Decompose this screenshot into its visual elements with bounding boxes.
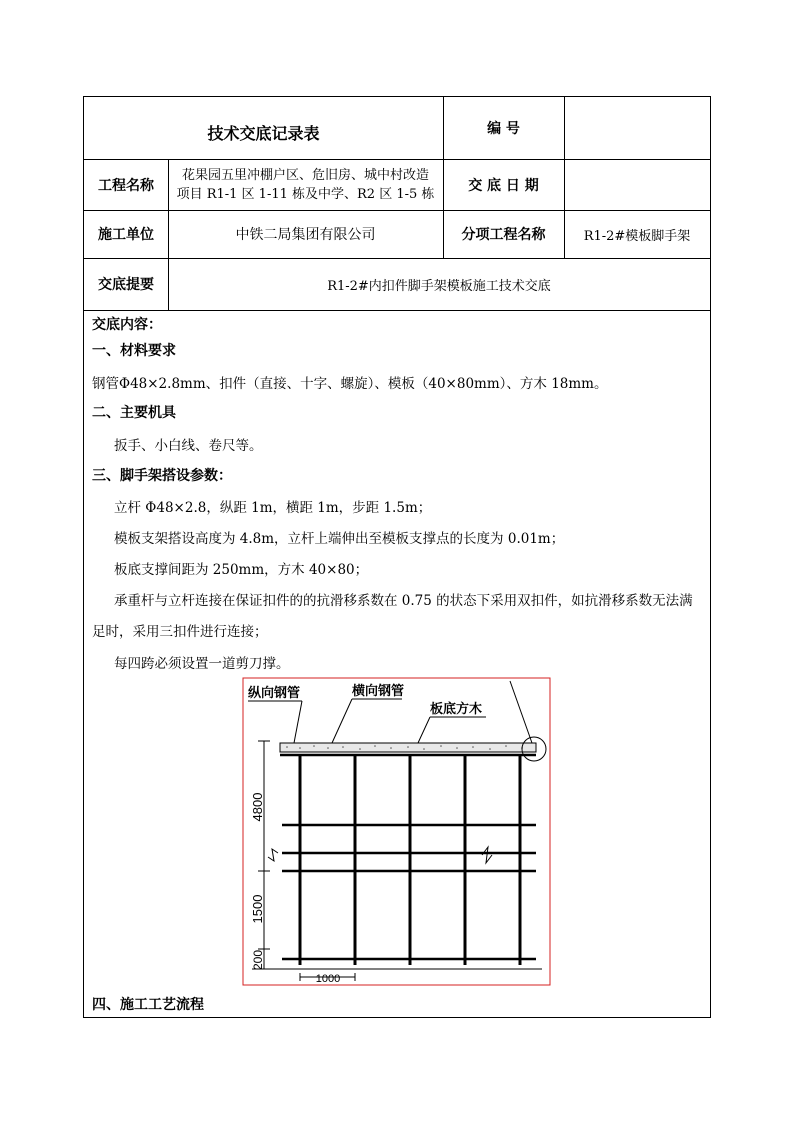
section-2-title: 二、主要机具 bbox=[92, 405, 176, 421]
section-1-text: 钢管Φ48×2.8mm、扣件（直接、十字、螺旋）、模板（40×80mm）、方木 18mm。 bbox=[92, 376, 608, 392]
content-heading: 交底内容： bbox=[92, 317, 162, 333]
dimension-bottom: 200 bbox=[251, 949, 265, 971]
summary-label: 交底提要 bbox=[98, 277, 154, 293]
summary-value: R1-2#内扣件脚手架模板施工技术交底 bbox=[327, 278, 551, 294]
row-divider bbox=[84, 310, 710, 311]
section-3-para-1: 立杆 Φ48×2.8，纵距 1m，横距 1m，步距 1.5m； bbox=[114, 500, 432, 516]
section-3-para-2: 模板支架搭设高度为 4.8m，立杆上端伸出至模板支撑点的长度为 0.01m； bbox=[114, 531, 565, 547]
number-value[interactable] bbox=[564, 97, 710, 159]
label-board-timber: 板底方木 bbox=[430, 702, 483, 717]
scaffold-diagram bbox=[242, 677, 552, 987]
sub-project-label: 分项工程名称 bbox=[461, 227, 546, 243]
form-title: 技术交底记录表 bbox=[207, 123, 320, 143]
dimension-lines bbox=[258, 741, 355, 981]
project-name-line2: 项目 R1-1 区 1-11 栋及中学、R2 区 1-5 栋 bbox=[176, 186, 435, 202]
unit-label: 施工单位 bbox=[98, 227, 154, 243]
section-3-title: 三、脚手架搭设参数： bbox=[92, 468, 232, 484]
sub-project-value: R1-2#模板脚手架 bbox=[583, 228, 691, 244]
section-2-text: 扳手、小白线、卷尺等。 bbox=[114, 438, 263, 454]
label-transverse-tube: 横向钢管 bbox=[352, 684, 405, 699]
dimension-span: 1000 bbox=[315, 973, 341, 985]
project-name-line1: 花果园五里冲棚户区、危旧房、城中村改造 bbox=[181, 167, 429, 183]
vertical-posts bbox=[300, 755, 520, 965]
diagram-frame bbox=[243, 678, 550, 985]
label-longitudinal-tube: 纵向钢管 bbox=[248, 686, 301, 701]
date-label: 交 底 日 期 bbox=[468, 177, 539, 194]
dimension-height: 4800 bbox=[250, 792, 265, 822]
section-3-para-5: 每四跨必须设置一道剪刀撑。 bbox=[114, 656, 290, 672]
break-mark bbox=[268, 849, 278, 861]
project-name-label: 工程名称 bbox=[98, 177, 154, 194]
dimension-step: 1500 bbox=[250, 894, 265, 924]
section-3-para-4a: 承重杆与立杆连接在保证扣件的的抗滑移系数在 0.75 的状态下采用双扣件，如抗滑移系数无法满 bbox=[114, 593, 693, 609]
break-mark bbox=[482, 847, 492, 863]
section-3-para-3: 板底支撑间距为 250mm，方木 40×80； bbox=[114, 562, 369, 578]
number-label: 编 号 bbox=[487, 121, 520, 137]
section-3-para-4b: 足时，采用三扣件进行连接； bbox=[92, 624, 268, 640]
project-name-value bbox=[168, 159, 443, 210]
unit-value: 中铁二局集团有限公司 bbox=[235, 227, 376, 243]
section-4-title: 四、施工工艺流程 bbox=[92, 997, 204, 1013]
record-table bbox=[83, 96, 711, 1018]
date-value[interactable] bbox=[564, 159, 710, 210]
section-1-title: 一、材料要求 bbox=[92, 343, 176, 359]
